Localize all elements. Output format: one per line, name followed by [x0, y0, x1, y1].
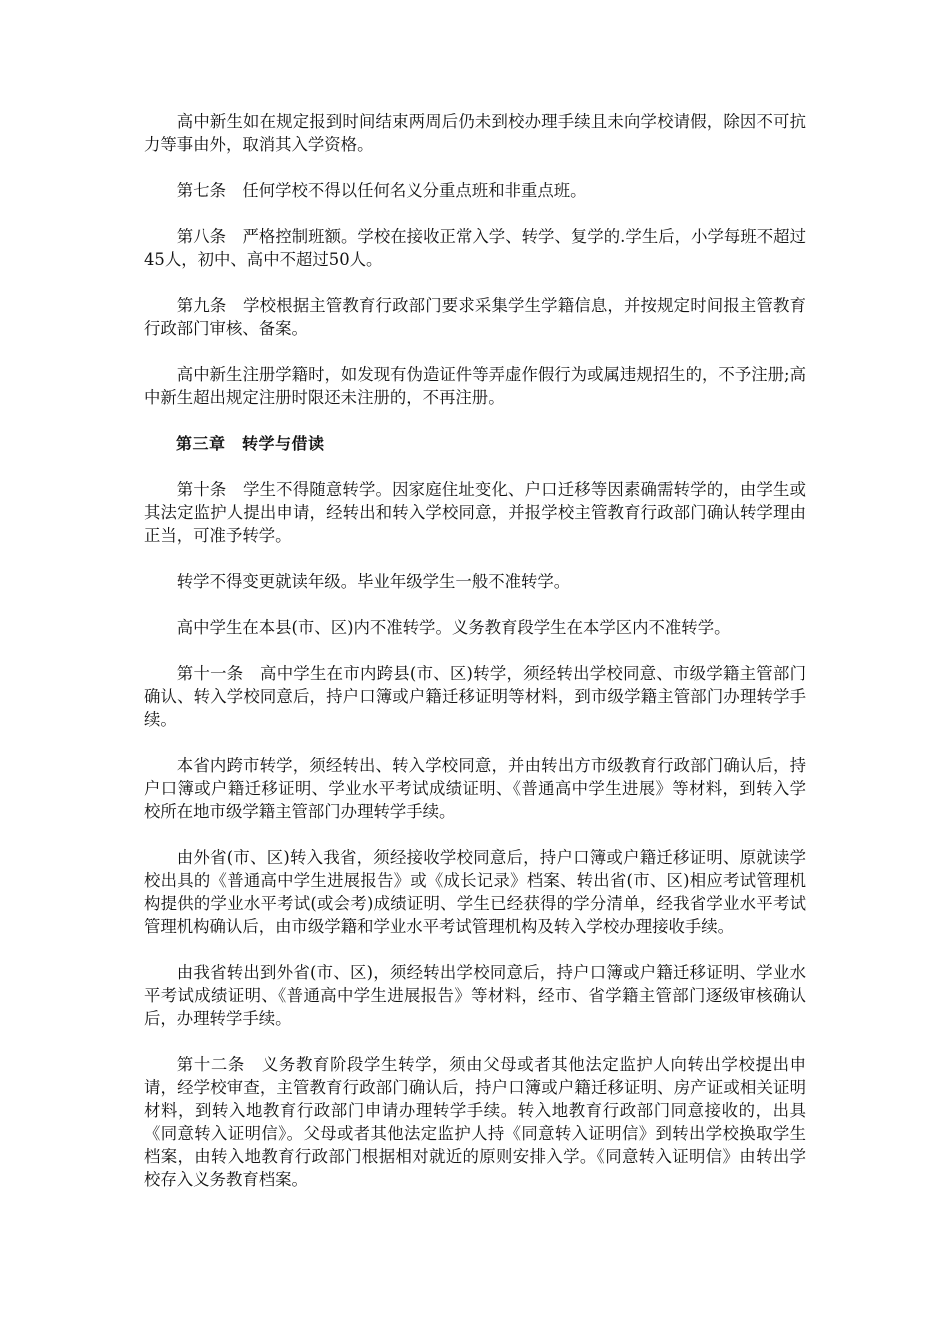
paragraph-late-enrollment: 高中新生如在规定报到时间结束两周后仍未到校办理手续且未向学校请假，除因不可抗力等事由外，取消其入学资格。 — [144, 112, 806, 154]
paragraph-from-other-province: 由外省(市、区)转入我省，须经接收学校同意后，持户口簿或户籍迁移证明、原就读学校出具的《普通高中学生进展报告》或《成长记录》档案、转出省(市、区)相应考试管理机构提供的学业水平考试(或会考)成绩证明、学生已经获得的学分清单，经我省学业水平考试管理机构确认后，由市级学籍和学业水平考试管理机构及转入学校办理接收手续。 — [144, 848, 806, 936]
paragraph-to-other-province: 由我省转出到外省(市、区)，须经转出学校同意后，持户口簿或户籍迁移证明、学业水平考试成绩证明、《普通高中学生进展报告》等材料，经市、省学籍主管部门逐级审核确认后，办理转学手续。 — [144, 963, 806, 1028]
paragraph-article-8: 第八条 严格控制班额。学校在接收正常入学、转学、复学的.学生后，小学每班不超过45人，初中、高中不超过50人。 — [144, 227, 806, 269]
paragraph-local-transfer: 高中学生在本县(市、区)内不准转学。义务教育段学生在本学区内不准转学。 — [176, 618, 731, 637]
paragraph-article-12: 第十二条 义务教育阶段学生转学，须由父母或者其他法定监护人向转出学校提出申请，经学校审查，主管教育行政部门确认后，持户口簿或户籍迁移证明、房产证或相关证明材料，到转入地教育行政部门申请办理转学手续。转入地教育行政部门同意接收的，出具《同意转入证明信》。父母或者其他法定监护人持《同意转入证明信》到转出学校换取学生档案，由转入地教育行政部门根据相对就近的原则安排入学。《同意转入证明信》由转出学校存入义务教育档案。 — [144, 1055, 806, 1189]
paragraph-grade-change: 转学不得变更就读年级。毕业年级学生一般不准转学。 — [176, 572, 571, 591]
document-page — [144, 110, 806, 1214]
paragraph-registration: 高中新生注册学籍时，如发现有伪造证件等弄虚作假行为或属违规招生的，不予注册;高中新生超出规定注册时限还未注册的，不再注册。 — [144, 365, 806, 407]
chapter-heading: 第三章 转学与借读 — [176, 434, 325, 453]
paragraph-article-11: 第十一条 高中学生在市内跨县(市、区)转学，须经转出学校同意、市级学籍主管部门确认、转入学校同意后，持户口簿或户籍迁移证明等材料，到市级学籍主管部门办理转学手续。 — [144, 664, 806, 729]
paragraph-article-9: 第九条 学校根据主管教育行政部门要求采集学生学籍信息，并按规定时间报主管教育行政部门审核、备案。 — [144, 296, 806, 338]
paragraph-article-7: 第七条 任何学校不得以任何名义分重点班和非重点班。 — [176, 181, 587, 200]
paragraph-cross-city: 本省内跨市转学，须经转出、转入学校同意，并由转出方市级教育行政部门确认后，持户口簿或户籍迁移证明、学业水平考试成绩证明、《普通高中学生进展》等材料，到转入学校所在地市级学籍主管部门办理转学手续。 — [144, 756, 806, 821]
paragraph-article-10: 第十条 学生不得随意转学。因家庭住址变化、户口迁移等因素确需转学的，由学生或其法定监护人提出申请，经转出和转入学校同意，并报学校主管教育行政部门确认转学理由正当，可准予转学。 — [144, 480, 806, 545]
